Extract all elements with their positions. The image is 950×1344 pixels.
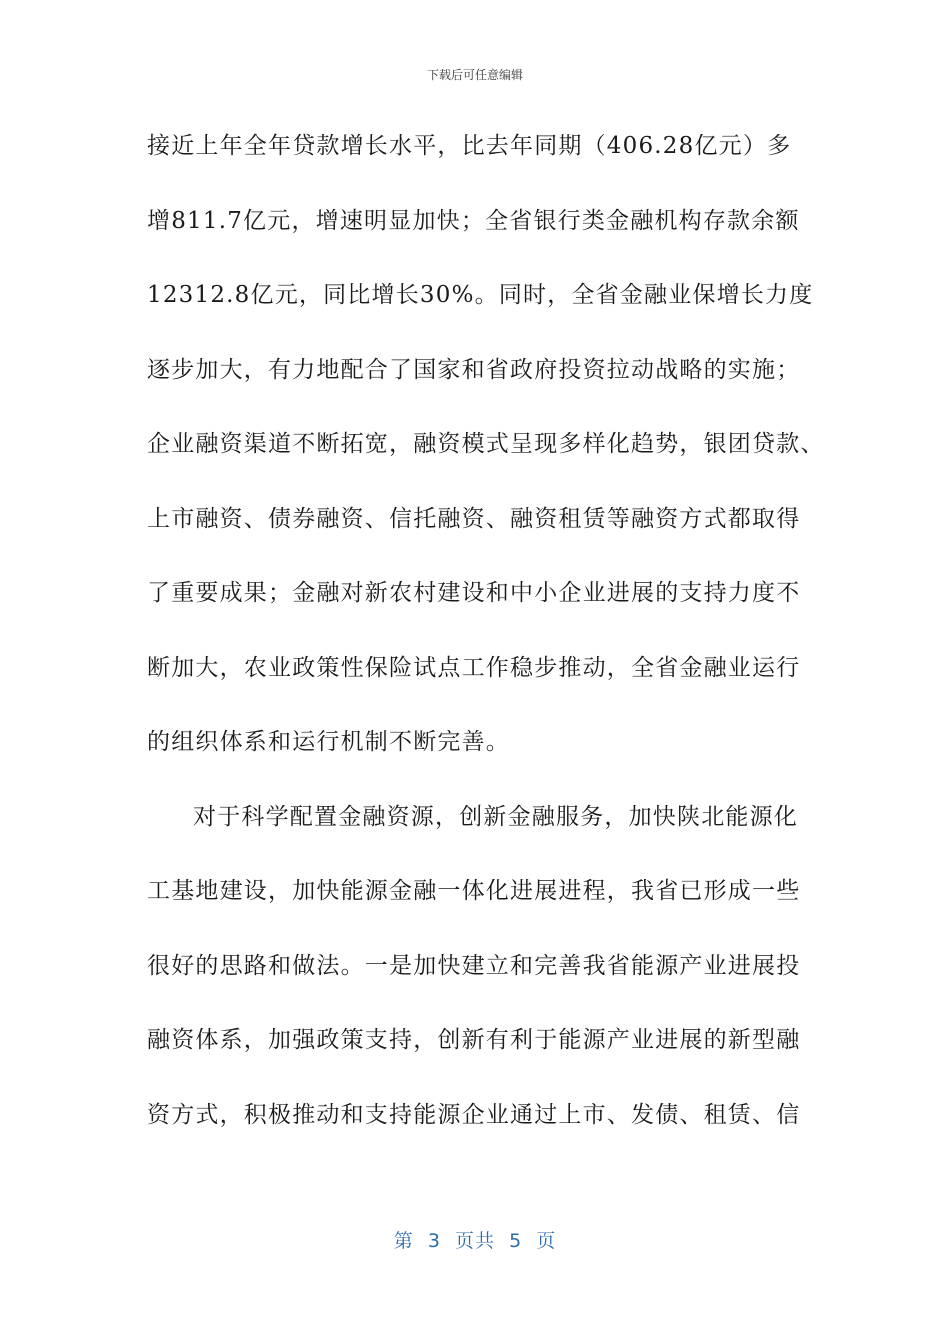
body-line-14: 资方式，积极推动和支持能源企业通过上市、发债、租赁、信 (147, 1101, 801, 1128)
body-line-5: 企业融资渠道不断拓宽，融资模式呈现多样化趋势，银团贷款、 (147, 431, 825, 457)
body-line-9: 的组织体系和运行机制不断完善。 (147, 729, 510, 755)
page-number-footer (0, 1226, 950, 1253)
body-line-7: 了重要成果；金融对新农村建设和中小企业进展的支持力度不 (147, 580, 801, 606)
body-line-10: 对于科学配置金融资源，创新金融服务，加快陕北能源化 (193, 803, 798, 830)
body-line-3: 12312.8亿元，同比增长30%。同时，全省金融业保增长力度 (147, 282, 814, 308)
page-header-note: 下载后可任意编辑 (426, 68, 523, 82)
body-line-13: 融资体系，加强政策支持，创新有利于能源产业进展的新型融 (147, 1027, 801, 1053)
body-line-2: 增811.7亿元，增速明显加快；全省银行类金融机构存款余额 (147, 207, 800, 234)
body-line-12: 很好的思路和做法。一是加快建立和完善我省能源产业进展投 (147, 952, 801, 979)
body-line-11: 工基地建设，加快能源金融一体化进展进程，我省已形成一些 (147, 878, 801, 904)
body-line-6: 上市融资、债券融资、信托融资、融资租赁等融资方式都取得 (147, 505, 801, 532)
body-line-1: 接近上年全年贷款增长水平，比去年同期（406.28亿元）多 (147, 133, 792, 159)
document-body (147, 124, 825, 1167)
body-line-4: 逐步加大，有力地配合了国家和省政府投资拉动战略的实施； (147, 356, 801, 383)
body-line-8: 断加大，农业政策性保险试点工作稳步推动，全省金融业运行 (147, 654, 801, 681)
page-number-text: 第 3 页共 5 页 (393, 1230, 557, 1252)
